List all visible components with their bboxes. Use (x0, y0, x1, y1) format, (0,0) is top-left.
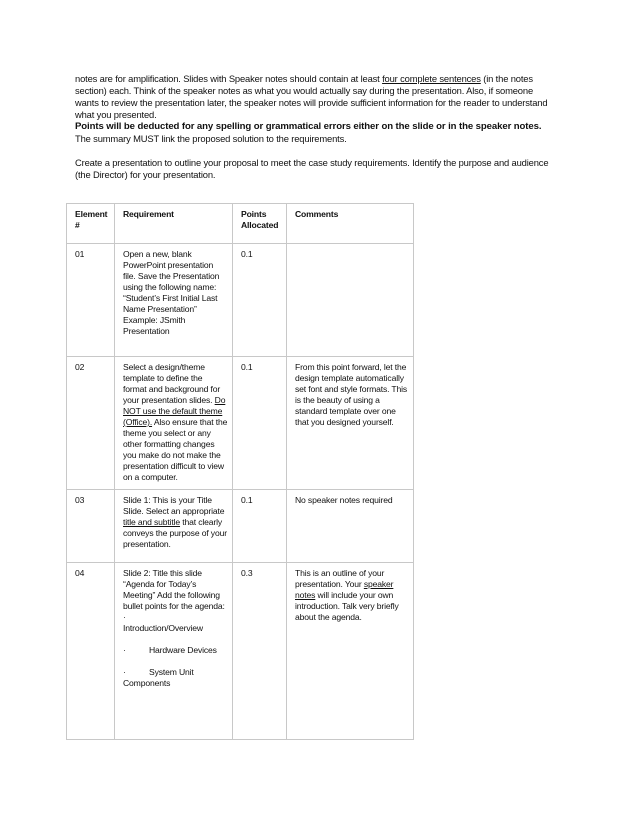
instructions-paragraph: Create a presentation to outline your proposal to meet the case study requirements. Identify the purpose and audience (the Director) for your presentation. (75, 157, 549, 180)
cell-requirement: Slide 2: Title this slide “Agenda for Today’s Meeting” Add the following bullet points for the agenda: · Introduction/Overview · Hardware Devices · System Unit Components (115, 563, 233, 740)
cell-requirement: Select a design/theme template to define the format and background for your presentation slides. Do NOT use the default theme (Office). Also ensure that the theme you select or any other formatting changes you make do not make the presentation difficult to view on a computer. (115, 357, 233, 490)
underlined-phrase: title and subtitle (123, 517, 181, 527)
cell-comments: No speaker notes required (287, 490, 414, 563)
cell-points: 0.3 (233, 563, 287, 740)
cell-points: 0.1 (233, 244, 287, 357)
table-row (67, 563, 414, 740)
table-header-row (67, 204, 414, 244)
table-row (67, 490, 414, 563)
table-row (67, 244, 414, 357)
deduction-warning: Points will be deducted for any spelling or grammatical errors either on the slide or in the speaker notes. (75, 121, 542, 132)
header-comments: Comments (287, 204, 414, 244)
header-points: Points Allocated (233, 204, 287, 244)
header-requirement: Requirement (115, 204, 233, 244)
cell-points: 0.1 (233, 357, 287, 490)
bullet-system-unit: · System Unit Components (123, 667, 194, 688)
bullet-introduction: Introduction/Overview (123, 623, 203, 633)
underlined-phrase: speaker notes (295, 579, 394, 600)
cell-requirement: Slide 1: This is your Title Slide. Select an appropriate title and subtitle that clearly conveys the purpose of your presentation. (115, 490, 233, 563)
intro-text (75, 73, 555, 181)
requirements-table (66, 203, 414, 740)
cell-element: 01 (67, 244, 115, 357)
bullet-hardware: · Hardware Devices (123, 645, 217, 655)
cell-element: 03 (67, 490, 115, 563)
underlined-phrase: Do NOT use the default theme (Office). (123, 395, 226, 427)
cell-element: 04 (67, 563, 115, 740)
table-row (67, 357, 414, 490)
cell-requirement: Open a new, blank PowerPoint presentation file. Save the Presentation using the following name: “Student’s First Initial Last Name Presentation” Example: JSmith Presentation (115, 244, 233, 357)
bullet-dot: · (123, 612, 126, 622)
cell-comments (287, 244, 414, 357)
bullet-dot: · (123, 667, 126, 677)
summary-requirement: The summary MUST link the proposed solution to the requirements. (75, 133, 347, 144)
header-element: Element # (67, 204, 115, 244)
cell-element: 02 (67, 357, 115, 490)
cell-comments: From this point forward, let the design template automatically set font and style formats. This is the beauty of using a standard template over one that you designed yourself. (287, 357, 414, 490)
speaker-notes-paragraph: notes are for amplification. Slides with Speaker notes should contain at least four complete sentences (in the notes section) each. Think of the speaker notes as what you would actually say during the presentation. Also, if someone wants to review the presentation later, the speaker notes will provide sufficient information for the reader to understand what you presented. (75, 73, 548, 120)
underlined-phrase: four complete sentences (382, 73, 481, 84)
cell-comments: This is an outline of your presentation. Your speaker notes will include your own introduction. Talk very briefly about the agenda. (287, 563, 414, 740)
cell-points: 0.1 (233, 490, 287, 563)
bullet-dot: · (123, 645, 126, 655)
